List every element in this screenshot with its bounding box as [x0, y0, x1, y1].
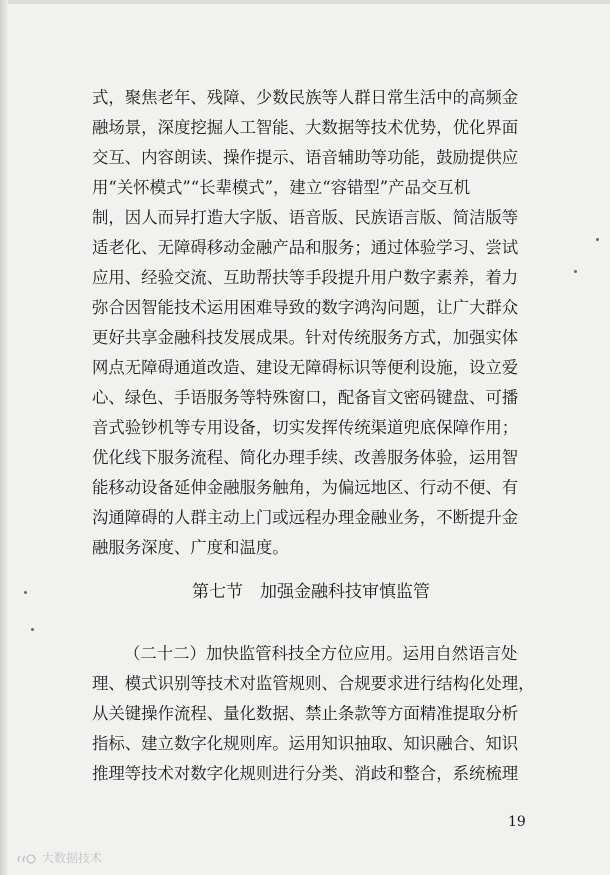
paragraph-line: 制，因人而异打造大字版、语音版、民族语言版、简洁版等: [92, 208, 519, 227]
page-number: 19: [508, 814, 526, 830]
paragraph-line: 推理等技术对数字化规则进行分类、消歧和整合，系统梳理: [92, 764, 519, 783]
scan-edge-top: [0, 0, 610, 4]
paragraph-line: 能移动设备延伸金融服务触角，为偏远地区、行动不便、有: [92, 478, 519, 497]
paragraph-line: 用“关怀模式”“长辈模式”，建立“容错型”产品交互机: [92, 178, 471, 197]
paragraph-line: 理、模式识别等技术对监管规则、合规要求进行结构化处理，: [92, 674, 535, 693]
paragraph-line: 更好共享金融科技发展成果。针对传统服务方式，加强实体: [92, 328, 519, 347]
paragraph-line: 音式验钞机等专用设备，切实发挥传统渠道兜底保障作用；: [92, 418, 519, 437]
paragraph-line: 交互、内容朗读、操作提示、语音辅助等功能，鼓励提供应: [92, 148, 519, 167]
watermark: [16, 849, 102, 866]
section-heading: 第七节 加强金融科技审慎监管: [192, 582, 430, 602]
scan-speck: [24, 591, 27, 594]
paragraph-line: 融场景，深度挖掘人工智能、大数据等技术优势，优化界面: [92, 118, 519, 137]
paragraph-line: 从关键操作流程、量化数据、禁止条款等方面精准提取分析: [92, 704, 519, 723]
scan-speck: [574, 270, 577, 273]
paragraph-line: 应用、经验交流、互助帮扶等手段提升用户数字素养，着力: [92, 268, 519, 287]
paragraph-line: （二十二）加快监管科技全方位应用。运用自然语言处: [124, 644, 518, 663]
scan-edge-left: [0, 0, 8, 875]
paragraph-line: 沟通障碍的人群主动上门或远程办理金融业务，不断提升金: [92, 508, 519, 527]
watermark-logo-icon: [16, 853, 38, 865]
paragraph-line: 指标、建立数字化规则库。运用知识抽取、知识融合、知识: [92, 734, 519, 753]
paragraph-line: 融服务深度、广度和温度。: [92, 538, 289, 557]
paragraph-line: 网点无障碍通道改造、建设无障碍标识等便利设施，设立爱: [92, 358, 519, 377]
scan-speck: [31, 628, 34, 631]
paragraph-line: 式，聚焦老年、残障、少数民族等人群日常生活中的高频金: [92, 88, 519, 107]
paragraph-line: 优化线下服务流程、简化办理手续、改善服务体验，运用智: [92, 448, 519, 467]
paragraph-line: 弥合因智能技术运用困难导致的数字鸿沟问题，让广大群众: [92, 298, 519, 317]
scan-speck: [596, 238, 599, 241]
watermark-text: 大数据技术: [42, 851, 103, 865]
paragraph-line: 适老化、无障碍移动金融产品和服务；通过体验学习、尝试: [92, 238, 519, 257]
paragraph-line: 心、绿色、手语服务等特殊窗口，配备盲文密码键盘、可播: [92, 388, 519, 407]
